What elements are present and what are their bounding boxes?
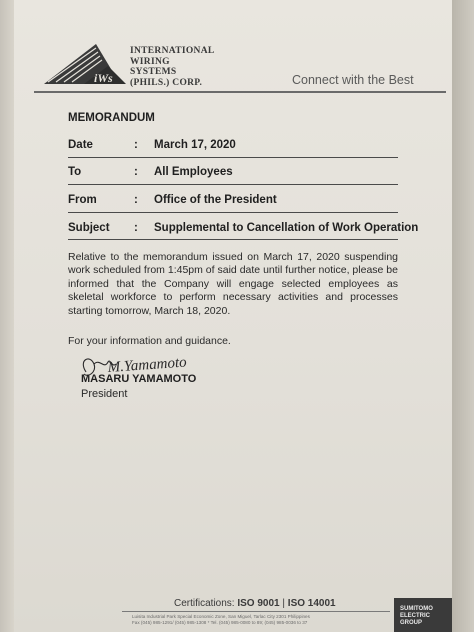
memo-title: MEMORANDUM	[68, 112, 155, 124]
certifications	[174, 598, 336, 609]
field-label: Subject	[68, 222, 110, 234]
signer-name: MASARU YAMAMOTO	[81, 373, 197, 385]
address-line: Luisita Industrial Park Special Economic Zone, San Miguel, Tarlac City 2301 Philippines	[132, 614, 310, 619]
company-tagline: Connect with the Best	[292, 73, 414, 87]
group-line: GROUP	[400, 620, 423, 626]
company-name-line: (PHILS.) CORP.	[130, 77, 203, 88]
desk-background-right	[452, 0, 474, 632]
memo-paper	[14, 0, 452, 632]
field-colon: :	[134, 194, 138, 206]
field-divider	[68, 157, 398, 158]
field-label: Date	[68, 139, 93, 151]
sumitomo-group-badge	[394, 598, 452, 632]
field-label: To	[68, 166, 82, 178]
company-name-line: SYSTEMS	[130, 67, 177, 77]
signer-title: President	[81, 388, 128, 400]
field-value: Office of the President	[154, 194, 277, 206]
field-colon: :	[134, 166, 138, 178]
field-divider	[68, 212, 398, 213]
field-value: All Employees	[154, 166, 233, 178]
header-divider	[34, 91, 446, 93]
field-divider	[68, 239, 398, 240]
field-colon: :	[134, 222, 138, 234]
cert-separator: |	[282, 598, 286, 609]
iws-logo-icon	[36, 42, 136, 94]
field-colon: :	[134, 139, 138, 151]
logo-letters: iWs	[94, 71, 113, 85]
cert-label: Certifications:	[174, 598, 235, 609]
memo-closing: For your information and guidance.	[68, 335, 231, 347]
field-label: From	[68, 194, 97, 206]
company-name-line: INTERNATIONAL	[130, 46, 215, 56]
field-divider	[68, 184, 398, 185]
desk-background-left	[0, 0, 14, 632]
field-value: Supplemental to Cancellation of Work Operation	[154, 222, 419, 234]
cert-iso-9001: ISO 9001	[237, 598, 280, 609]
memo-body: Relative to the memorandum issued on March 17, 2020 suspending work scheduled from 1:45pm of said date until further notice, please be informed that the Company will engage selected employees as skeletal workforce to perform necessary activities and processes starting tomorrow, March 18, 2020.	[68, 251, 398, 317]
field-value: March 17, 2020	[154, 139, 236, 151]
group-line: ELECTRIC	[400, 613, 430, 619]
cert-iso-14001: ISO 14001	[287, 598, 336, 609]
company-name-line: WIRING	[130, 56, 170, 67]
company-address	[132, 614, 310, 625]
address-line: Fax (045) 985-1291/ (045) 985-1308 * Tel. (045) 985-0080 to 89; (045) 985-0036 to 37	[132, 619, 308, 625]
signature-text: M.Yamamoto	[107, 354, 188, 376]
footer-divider	[122, 611, 390, 612]
group-line: SUMITOMO	[400, 606, 433, 612]
company-name	[130, 46, 215, 88]
